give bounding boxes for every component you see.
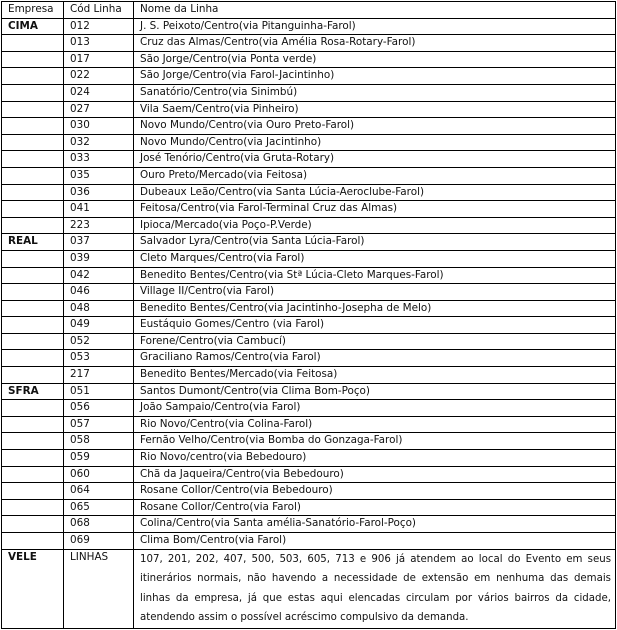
company-cell: [2, 68, 64, 85]
table-row: [2, 450, 616, 467]
final-note-row: [2, 549, 616, 628]
line-code-cell: 024: [64, 84, 134, 101]
line-code-cell: 068: [64, 516, 134, 533]
header-cod-linha: Cód Linha: [64, 2, 134, 19]
company-cell: [2, 516, 64, 533]
line-code-cell: 030: [64, 118, 134, 135]
company-cell: [2, 433, 64, 450]
line-code-cell: 036: [64, 184, 134, 201]
line-code-cell: 046: [64, 284, 134, 301]
company-cell: [2, 267, 64, 284]
table-row: [2, 284, 616, 301]
table-row: [2, 118, 616, 135]
company-cell: [2, 217, 64, 234]
line-name-cell: Benedito Bentes/Mercado(via Feitosa): [134, 367, 616, 384]
line-code-cell: 035: [64, 167, 134, 184]
document-page: [1, 1, 616, 629]
line-code-cell: 012: [64, 18, 134, 35]
line-name-cell: Rio Novo/centro(via Bebedouro): [134, 450, 616, 467]
table-row: [2, 350, 616, 367]
company-cell: [2, 450, 64, 467]
line-name-cell: Eustáquio Gomes/Centro (via Farol): [134, 317, 616, 334]
line-name-cell: Novo Mundo/Centro(via Ouro Preto-Farol): [134, 118, 616, 135]
line-code-cell: 069: [64, 533, 134, 550]
line-name-cell: Novo Mundo/Centro(via Jacintinho): [134, 134, 616, 151]
table-row: [2, 433, 616, 450]
table-row: [2, 466, 616, 483]
line-code-cell: 052: [64, 333, 134, 350]
line-code-cell: 059: [64, 450, 134, 467]
line-name-cell: Colina/Centro(via Santa amélia-Sanatório-Farol-Poço): [134, 516, 616, 533]
company-cell: [2, 317, 64, 334]
header-empresa: Empresa: [2, 2, 64, 19]
header-nome-da-linha: Nome da Linha: [134, 2, 616, 19]
header-row: [2, 2, 616, 19]
line-code-cell: 217: [64, 367, 134, 384]
company-cell: [2, 416, 64, 433]
table-row: [2, 18, 616, 35]
table-row: [2, 234, 616, 251]
line-name-cell: Ouro Preto/Mercado(via Feitosa): [134, 167, 616, 184]
company-cell: [2, 51, 64, 68]
line-name-cell: Cruz das Almas/Centro(via Amélia Rosa-Rotary-Farol): [134, 35, 616, 52]
table-row: [2, 84, 616, 101]
table-row: [2, 483, 616, 500]
company-cell: CIMA: [2, 18, 64, 35]
line-code-cell: 037: [64, 234, 134, 251]
line-name-cell: Salvador Lyra/Centro(via Santa Lúcia-Farol): [134, 234, 616, 251]
line-code-cell: 013: [64, 35, 134, 52]
company-cell: [2, 350, 64, 367]
company-cell: [2, 84, 64, 101]
table-row: [2, 68, 616, 85]
table-row: [2, 300, 616, 317]
company-cell: [2, 167, 64, 184]
company-cell: [2, 250, 64, 267]
line-name-cell: Graciliano Ramos/Centro(via Farol): [134, 350, 616, 367]
line-name-cell: Benedito Bentes/Centro(via Jacintinho-Josepha de Melo): [134, 300, 616, 317]
company-cell: [2, 533, 64, 550]
line-name-cell: Santos Dumont/Centro(via Clima Bom-Poço): [134, 383, 616, 400]
line-name-cell: São Jorge/Centro(via Farol-Jacintinho): [134, 68, 616, 85]
table-row: [2, 400, 616, 417]
company-cell: [2, 367, 64, 384]
table-row: [2, 317, 616, 334]
line-name-cell: Rio Novo/Centro(via Colina-Farol): [134, 416, 616, 433]
company-cell: [2, 400, 64, 417]
company-cell: [2, 300, 64, 317]
company-cell: VELE: [2, 549, 64, 628]
company-cell: [2, 284, 64, 301]
line-code-cell: 033: [64, 151, 134, 168]
company-cell: [2, 151, 64, 168]
line-code-cell: 051: [64, 383, 134, 400]
table-row: [2, 35, 616, 52]
table-row: [2, 383, 616, 400]
line-code-cell: 048: [64, 300, 134, 317]
table-row: [2, 217, 616, 234]
company-cell: [2, 333, 64, 350]
line-code-cell: 223: [64, 217, 134, 234]
company-cell: REAL: [2, 234, 64, 251]
line-name-cell: Clima Bom/Centro(via Farol): [134, 533, 616, 550]
company-cell: [2, 134, 64, 151]
table-row: [2, 499, 616, 516]
table-row: [2, 367, 616, 384]
line-code-cell: 049: [64, 317, 134, 334]
line-code-cell: 042: [64, 267, 134, 284]
line-code-cell: 022: [64, 68, 134, 85]
line-name-cell: J. S. Peixoto/Centro(via Pitanguinha-Farol): [134, 18, 616, 35]
company-cell: [2, 483, 64, 500]
line-name-cell: Ipioca/Mercado(via Poço-P.Verde): [134, 217, 616, 234]
table-row: [2, 151, 616, 168]
company-cell: [2, 35, 64, 52]
table-row: [2, 267, 616, 284]
line-name-cell: Sanatório/Centro(via Sinimbú): [134, 84, 616, 101]
company-cell: [2, 466, 64, 483]
line-name-cell: Feitosa/Centro(via Farol-Terminal Cruz das Almas): [134, 201, 616, 218]
table-row: [2, 134, 616, 151]
line-name-cell: Rosane Collor/Centro(via Bebedouro): [134, 483, 616, 500]
line-name-cell: Fernão Velho/Centro(via Bomba do Gonzaga-Farol): [134, 433, 616, 450]
table-row: [2, 101, 616, 118]
line-name-cell: Village II/Centro(via Farol): [134, 284, 616, 301]
line-code-cell: 039: [64, 250, 134, 267]
line-code-cell: 053: [64, 350, 134, 367]
table-row: [2, 516, 616, 533]
company-cell: [2, 499, 64, 516]
table-row: [2, 184, 616, 201]
line-name-cell: Benedito Bentes/Centro(via Stª Lúcia-Cleto Marques-Farol): [134, 267, 616, 284]
line-name-cell: Cleto Marques/Centro(via Farol): [134, 250, 616, 267]
table-row: [2, 201, 616, 218]
line-code-cell: 017: [64, 51, 134, 68]
table-row: [2, 416, 616, 433]
line-code-cell: 060: [64, 466, 134, 483]
line-code-cell: LINHAS: [64, 549, 134, 628]
company-cell: [2, 101, 64, 118]
company-cell: SFRA: [2, 383, 64, 400]
line-name-cell: João Sampaio/Centro(via Farol): [134, 400, 616, 417]
table-row: [2, 250, 616, 267]
line-name-cell: Chã da Jaqueira/Centro(via Bebedouro): [134, 466, 616, 483]
note-cell: 107, 201, 202, 407, 500, 503, 605, 713 e 906 já atendem ao local do Evento em seus itinerários normais, não havendo a necessidade de extensão em nenhuma das demais linhas da empresa, já que estas aqui elencadas circulam por vários bairros da cidade, atendendo assim o possível acréscimo compulsivo da demanda.: [134, 549, 616, 628]
line-code-cell: 056: [64, 400, 134, 417]
line-code-cell: 041: [64, 201, 134, 218]
bus-lines-table: [1, 1, 616, 629]
table-row: [2, 333, 616, 350]
line-code-cell: 064: [64, 483, 134, 500]
line-code-cell: 027: [64, 101, 134, 118]
table-row: [2, 51, 616, 68]
table-row: [2, 533, 616, 550]
line-name-cell: Rosane Collor/Centro(via Farol): [134, 499, 616, 516]
line-name-cell: Vila Saem/Centro(via Pinheiro): [134, 101, 616, 118]
company-cell: [2, 184, 64, 201]
line-code-cell: 032: [64, 134, 134, 151]
company-cell: [2, 118, 64, 135]
line-code-cell: 057: [64, 416, 134, 433]
line-name-cell: São Jorge/Centro(via Ponta verde): [134, 51, 616, 68]
line-code-cell: 058: [64, 433, 134, 450]
line-code-cell: 065: [64, 499, 134, 516]
company-cell: [2, 201, 64, 218]
line-name-cell: Dubeaux Leão/Centro(via Santa Lúcia-Aeroclube-Farol): [134, 184, 616, 201]
line-name-cell: Forene/Centro(via Cambucí): [134, 333, 616, 350]
line-name-cell: José Tenório/Centro(via Gruta-Rotary): [134, 151, 616, 168]
table-row: [2, 167, 616, 184]
